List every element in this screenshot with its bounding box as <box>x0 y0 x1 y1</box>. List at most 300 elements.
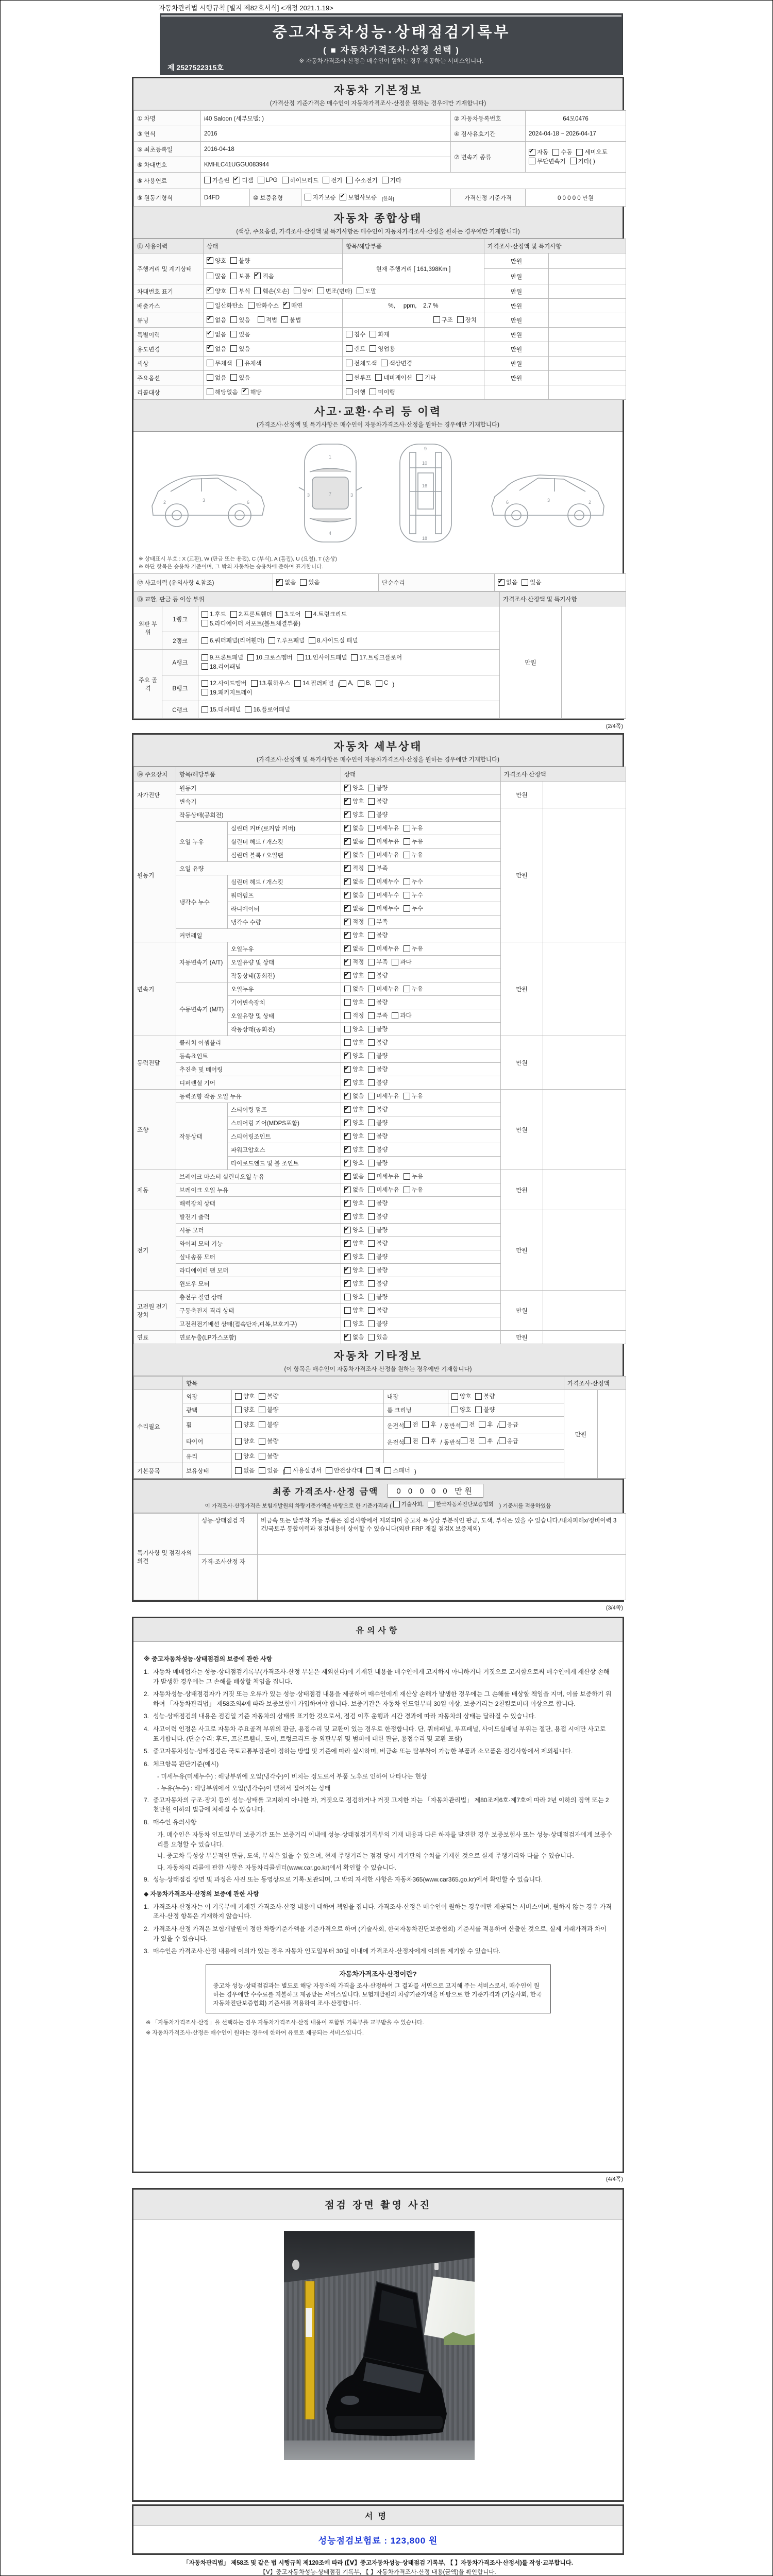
checkbox-option[interactable] <box>368 904 399 912</box>
checkbox-option[interactable] <box>346 374 371 382</box>
checkbox-option[interactable] <box>268 636 305 645</box>
cell-text: 디퍼렌셜 기어 <box>176 1076 341 1090</box>
checkbox-label: 양호 <box>352 1107 364 1113</box>
checkbox-option[interactable] <box>344 877 364 886</box>
checkbox-empty-icon <box>300 579 307 586</box>
checkbox-empty-icon <box>230 273 237 279</box>
checkbox-empty-icon <box>457 316 464 323</box>
checkbox-option[interactable] <box>297 653 347 662</box>
checkbox-option[interactable] <box>404 1185 423 1194</box>
checkbox-checked-icon <box>344 798 351 805</box>
notices-foot-note: ※ 자동차가격조사·산정은 매수인이 원하는 경우에 한하여 유료로 제공되는 서비스입니다. <box>146 2029 364 2036</box>
checkbox-empty-icon <box>368 959 375 965</box>
checkbox-option[interactable] <box>416 374 436 382</box>
checkbox-option[interactable] <box>368 1052 388 1060</box>
svg-text:18: 18 <box>422 536 428 541</box>
checkbox-option[interactable] <box>251 679 290 687</box>
checkbox-option[interactable] <box>522 578 541 586</box>
checkbox-option[interactable] <box>344 824 364 832</box>
checkbox-option[interactable] <box>422 1437 436 1445</box>
checkbox-option[interactable] <box>369 330 389 338</box>
checkbox-option[interactable] <box>368 1252 388 1261</box>
checkbox-option[interactable] <box>346 359 377 367</box>
checkbox-option[interactable] <box>428 1500 494 1508</box>
checkbox-option[interactable] <box>368 944 399 953</box>
checkbox-option[interactable] <box>340 193 377 201</box>
checkbox-option[interactable] <box>344 1105 364 1113</box>
checkbox-option[interactable] <box>233 176 253 184</box>
checkbox-label: 누수 <box>411 892 423 899</box>
checkbox-option[interactable] <box>368 971 388 979</box>
checkbox-label: 구조 <box>441 317 453 324</box>
checkbox-option[interactable] <box>300 578 320 586</box>
checkbox-option[interactable] <box>276 578 296 586</box>
checkbox-empty-icon <box>340 680 346 687</box>
checkbox-option[interactable] <box>344 1132 364 1140</box>
checkbox-option[interactable] <box>475 1392 495 1400</box>
checkbox-empty-icon <box>368 1039 375 1046</box>
checkbox-option[interactable] <box>344 1092 364 1100</box>
cell-text: ⑥ 차대번호 <box>134 157 201 173</box>
checkbox-option[interactable] <box>201 663 241 671</box>
checkbox-option[interactable] <box>344 931 364 939</box>
checkbox-option[interactable] <box>344 1185 364 1194</box>
checkbox-option[interactable] <box>344 1078 364 1087</box>
checkbox-option[interactable] <box>230 345 250 353</box>
checkbox-label: 적정 <box>352 866 364 872</box>
section-accident-header <box>133 400 623 432</box>
checkbox-option[interactable] <box>368 1159 388 1167</box>
checkbox-option[interactable] <box>368 851 399 859</box>
checkbox-option[interactable] <box>404 837 423 845</box>
checkbox-option[interactable] <box>368 1239 388 1247</box>
checkbox-option[interactable] <box>451 1405 471 1414</box>
checkbox-option[interactable] <box>344 1266 364 1274</box>
cell-text <box>543 1090 626 1170</box>
checkbox-option[interactable] <box>381 359 412 367</box>
checkbox-option[interactable] <box>259 1452 278 1460</box>
checkbox-option[interactable] <box>457 316 477 324</box>
checkbox-option[interactable] <box>368 837 399 845</box>
checkbox-option[interactable] <box>344 864 364 872</box>
checkbox-option[interactable] <box>344 1145 364 1154</box>
checkbox-option[interactable] <box>368 1172 399 1180</box>
checkbox-option[interactable] <box>305 610 347 618</box>
checkbox-option[interactable] <box>368 891 399 899</box>
checkbox-option[interactable] <box>344 1159 364 1167</box>
checkbox-option[interactable] <box>368 1025 388 1033</box>
checkbox-option[interactable] <box>368 1038 388 1046</box>
checkbox-label: 불량 <box>376 812 388 819</box>
checkbox-option[interactable] <box>207 272 226 280</box>
checkbox-option[interactable] <box>404 851 423 859</box>
cell-text: ⑫ 사고이력 (유의사항 4.참조) <box>134 574 273 591</box>
checkbox-empty-icon <box>393 1501 400 1507</box>
checkbox-option[interactable] <box>201 619 300 628</box>
checkbox-option[interactable] <box>404 877 423 886</box>
checkbox-checked-icon <box>344 1253 351 1260</box>
checkbox-option[interactable] <box>340 680 354 687</box>
checkbox-option[interactable] <box>259 1392 278 1400</box>
checkbox-option[interactable] <box>294 679 333 687</box>
checkbox-option[interactable] <box>368 797 388 805</box>
cell-options <box>448 1390 564 1403</box>
checkbox-option[interactable] <box>366 1466 380 1475</box>
checkbox-option[interactable] <box>576 148 607 156</box>
cell-text: 성능·상태점검 자 <box>198 1514 258 1555</box>
basic-info-table <box>133 110 626 207</box>
checkbox-label: 없음 <box>243 1468 255 1475</box>
checkbox-option[interactable] <box>344 1239 364 1247</box>
checkbox-option[interactable] <box>346 388 365 396</box>
checkbox-option[interactable] <box>344 1052 364 1060</box>
notice-item-subtext: 나. 중고차 특성상 부분적인 판금, 도색, 부식은 있을 수 있으며, 현재 주행거리는 점검 당시 계기판의 수치를 기재한 것으로 실제 주행거리와 다를 수 있습니다. <box>157 1852 574 1860</box>
checkbox-option[interactable] <box>258 177 278 183</box>
checkbox-option[interactable] <box>404 985 423 993</box>
checkbox-option[interactable] <box>230 316 250 324</box>
checkbox-label: 양호 <box>215 288 227 295</box>
checkbox-option[interactable] <box>368 1279 388 1287</box>
checkbox-option[interactable] <box>433 316 453 324</box>
checkbox-option[interactable] <box>344 998 364 1006</box>
checkbox-option[interactable] <box>305 193 335 201</box>
checkbox-label: 없음 <box>506 580 518 586</box>
checkbox-label: 가솔린 <box>212 177 230 184</box>
checkbox-label: 불량 <box>376 1133 388 1140</box>
checkbox-label: 양호 <box>460 1407 472 1414</box>
checkbox-option[interactable] <box>404 1172 423 1180</box>
cell-options <box>341 875 501 889</box>
checkbox-option[interactable] <box>344 971 364 979</box>
cell-text: 만원 <box>484 253 549 269</box>
checkbox-option[interactable] <box>368 877 399 886</box>
checkbox-option[interactable] <box>344 1306 364 1314</box>
checkbox-option[interactable] <box>344 958 364 966</box>
checkbox-option[interactable] <box>344 784 364 792</box>
cell-text: 배력장치 상태 <box>176 1197 341 1210</box>
checkbox-option[interactable] <box>479 1420 493 1429</box>
checkbox-option[interactable] <box>344 985 364 993</box>
checkbox-option[interactable] <box>368 1105 388 1113</box>
checkbox-option[interactable] <box>344 1212 364 1221</box>
cell-text: 만원 <box>484 357 549 371</box>
checkbox-option[interactable] <box>230 257 250 265</box>
checkbox-option[interactable] <box>529 148 548 156</box>
cell-text: 냉각수 누수 <box>176 875 228 929</box>
cell-options <box>384 1417 564 1433</box>
cell-text: KMHLC41UGGU083944 <box>201 157 451 173</box>
checkbox-option[interactable] <box>276 610 301 618</box>
checkbox-option[interactable] <box>499 1437 518 1445</box>
checkbox-label: 9.프론트패널 <box>210 655 244 662</box>
checkbox-option[interactable] <box>368 1011 388 1020</box>
checkbox-option[interactable] <box>242 388 261 396</box>
checkbox-option[interactable] <box>344 904 364 912</box>
checkbox-option[interactable] <box>245 705 290 714</box>
checkbox-option[interactable] <box>204 176 229 184</box>
checkbox-option[interactable] <box>236 359 261 367</box>
cell-options <box>341 1183 501 1197</box>
checkbox-option[interactable] <box>368 1199 388 1207</box>
cell-options <box>198 675 500 701</box>
checkbox-label: 불량 <box>376 999 388 1006</box>
checkbox-label: 있음 <box>530 580 542 586</box>
accident-history-table <box>133 573 626 591</box>
checkbox-option[interactable] <box>368 958 388 966</box>
cell-text <box>549 284 626 299</box>
checkbox-option[interactable] <box>570 157 595 165</box>
checkbox-option[interactable] <box>207 388 238 396</box>
checkbox-option[interactable] <box>368 931 388 939</box>
notices-part1-title: ※ 중고자동차성능·상태점검의 보증에 관한 사항 <box>144 1655 273 1663</box>
checkbox-option[interactable] <box>344 944 364 953</box>
checkbox-option[interactable] <box>344 810 364 819</box>
cell-text: 동력전달 <box>134 1036 176 1090</box>
checkbox-option[interactable] <box>283 301 303 310</box>
checkbox-empty-icon <box>368 1066 375 1073</box>
checkbox-option[interactable] <box>344 1065 364 1073</box>
checkbox-label: 양호 <box>243 1438 255 1445</box>
cell-options <box>341 808 501 822</box>
checkbox-option[interactable] <box>259 1420 278 1429</box>
checkbox-option[interactable] <box>368 1078 388 1087</box>
checkbox-option[interactable] <box>392 1011 411 1020</box>
checkbox-option[interactable] <box>201 688 253 697</box>
checkbox-label: B, <box>366 680 372 687</box>
checkbox-option[interactable] <box>346 176 377 184</box>
checkbox-option[interactable] <box>382 176 401 184</box>
checkbox-empty-icon <box>368 1079 375 1086</box>
checkbox-option[interactable] <box>344 1038 364 1046</box>
checkbox-option[interactable] <box>375 374 412 382</box>
notice-item <box>144 1946 612 1956</box>
checkbox-option[interactable] <box>248 301 279 310</box>
checkbox-option[interactable] <box>376 680 388 687</box>
checkbox-option[interactable] <box>368 1092 399 1100</box>
checkbox-option[interactable] <box>259 1466 278 1475</box>
checkbox-option[interactable] <box>368 1266 388 1274</box>
checkbox-option[interactable] <box>294 287 313 295</box>
photo-lift-post <box>305 2281 315 2419</box>
checkbox-option[interactable] <box>422 1420 436 1429</box>
checkbox-option[interactable] <box>201 679 247 687</box>
checkbox-empty-icon <box>368 1012 375 1019</box>
checkbox-option[interactable] <box>368 1065 388 1073</box>
checkbox-option[interactable] <box>404 824 423 832</box>
checkbox-option[interactable] <box>552 148 572 156</box>
checkbox-empty-icon <box>358 680 364 687</box>
checkbox-option[interactable] <box>235 1466 255 1475</box>
checkbox-option[interactable] <box>235 1405 255 1414</box>
checkbox-option[interactable] <box>369 388 395 396</box>
checkbox-option[interactable] <box>368 810 388 819</box>
checkbox-option[interactable] <box>358 680 372 687</box>
notice-item <box>144 1747 612 1756</box>
checkbox-label: 해당 <box>250 389 262 396</box>
checkbox-label: 불량 <box>376 1200 388 1207</box>
checkbox-option[interactable] <box>368 985 399 993</box>
cell-text: 특기사항 및 점검자의 의견 <box>134 1514 198 1600</box>
cell-text: 커먼레일 <box>176 929 341 942</box>
checkbox-option[interactable] <box>344 851 364 859</box>
checkbox-option[interactable] <box>201 636 264 645</box>
checkbox-option[interactable] <box>368 1145 388 1154</box>
checkbox-option[interactable] <box>368 1226 388 1234</box>
photo-area <box>133 2219 623 2500</box>
checkbox-option[interactable] <box>368 1212 388 1221</box>
checkbox-option[interactable] <box>461 1437 475 1445</box>
checkbox-label: 불량 <box>376 933 388 939</box>
checkbox-option[interactable] <box>368 864 388 872</box>
checkbox-option[interactable] <box>498 578 517 586</box>
checkbox-option[interactable] <box>309 636 358 645</box>
checkbox-option[interactable] <box>404 891 423 899</box>
checkbox-option[interactable] <box>368 1333 388 1341</box>
checkbox-option[interactable] <box>344 1279 364 1287</box>
checkbox-option[interactable] <box>344 1172 364 1180</box>
checkbox-empty-icon <box>368 919 375 925</box>
cell-text <box>543 942 626 1036</box>
cell-options <box>343 371 484 385</box>
checkbox-option[interactable] <box>357 287 376 295</box>
section-basic-header <box>133 78 623 110</box>
checkbox-option[interactable] <box>404 1420 418 1429</box>
checkbox-option[interactable] <box>393 1500 424 1508</box>
checkbox-option[interactable] <box>384 1466 410 1475</box>
checkbox-option[interactable] <box>201 610 226 618</box>
diagram-legend <box>133 554 623 573</box>
checkbox-option[interactable] <box>368 1118 388 1127</box>
cell-text: 작동상태(공회전) <box>176 808 341 822</box>
checkbox-option[interactable] <box>254 287 289 295</box>
cell-text: 만원 <box>501 782 543 808</box>
checkbox-option[interactable] <box>344 1118 364 1127</box>
checkbox-option[interactable] <box>368 1319 388 1328</box>
checkbox-option[interactable] <box>201 705 241 714</box>
checkbox-option[interactable] <box>230 610 272 618</box>
checkbox-option[interactable] <box>235 1392 255 1400</box>
checkbox-option[interactable] <box>247 653 293 662</box>
checkbox-option[interactable] <box>369 345 395 353</box>
cell-text: 만원 <box>564 1390 598 1479</box>
checkbox-option[interactable] <box>344 1319 364 1328</box>
checkbox-option[interactable] <box>207 301 244 310</box>
checkbox-option[interactable] <box>230 272 250 280</box>
checkbox-option[interactable] <box>344 837 364 845</box>
checkbox-option[interactable] <box>346 345 365 353</box>
checkbox-option[interactable] <box>351 653 402 662</box>
cell-options <box>204 253 343 269</box>
checkbox-option[interactable] <box>404 1092 423 1100</box>
checkbox-option[interactable] <box>317 287 352 295</box>
checkbox-option[interactable] <box>344 1333 364 1341</box>
checkbox-option[interactable] <box>404 904 423 912</box>
checkbox-option[interactable] <box>392 958 411 966</box>
checkbox-option[interactable] <box>344 1293 364 1301</box>
checkbox-option[interactable] <box>207 359 232 367</box>
cell-text: 기본품목 <box>134 1463 183 1479</box>
checkbox-option[interactable] <box>230 330 250 338</box>
checkbox-option[interactable] <box>282 176 319 184</box>
cell-text <box>543 1331 626 1344</box>
checkbox-option[interactable] <box>230 287 250 295</box>
checkbox-option[interactable] <box>344 918 364 926</box>
checkbox-option[interactable] <box>207 330 226 338</box>
cell-text: i40 Saloon (세부모델: ) <box>201 111 451 126</box>
checkbox-option[interactable] <box>344 1252 364 1261</box>
checkbox-option[interactable] <box>368 1132 388 1140</box>
checkbox-label: 불량 <box>376 1241 388 1247</box>
checkbox-option[interactable] <box>235 1452 255 1460</box>
checkbox-option[interactable] <box>404 1437 418 1445</box>
checkbox-option[interactable] <box>230 374 250 382</box>
checkbox-option[interactable] <box>323 176 342 184</box>
checkbox-option[interactable] <box>368 1306 388 1314</box>
checkbox-checked-icon <box>344 945 351 952</box>
checkbox-label: 14.필러패널 <box>302 681 334 687</box>
checkbox-option[interactable] <box>259 1437 278 1445</box>
checkbox-empty-icon <box>404 905 410 912</box>
checkbox-option[interactable] <box>207 316 226 324</box>
checkbox-option[interactable] <box>529 157 566 165</box>
car-side-right-diagram <box>482 440 615 546</box>
checkbox-option[interactable] <box>326 1466 363 1475</box>
checkbox-option[interactable] <box>207 374 226 382</box>
checkbox-option[interactable] <box>281 316 301 324</box>
checkbox-option[interactable] <box>201 653 243 662</box>
checkbox-option[interactable] <box>368 784 388 792</box>
checkbox-empty-icon <box>204 177 211 183</box>
photo-lift-label <box>306 2308 312 2337</box>
checkbox-option[interactable] <box>344 1025 364 1033</box>
cell-text: 실린더 블록 / 오일팬 <box>228 849 341 862</box>
checkbox-option[interactable] <box>344 1199 364 1207</box>
checkbox-option[interactable] <box>368 1293 388 1301</box>
checkbox-option[interactable] <box>207 345 226 353</box>
checkbox-option[interactable] <box>207 287 226 295</box>
checkbox-option[interactable] <box>284 1466 322 1475</box>
checkbox-label: 부족 <box>376 919 388 926</box>
checkbox-option[interactable] <box>479 1437 493 1445</box>
checkbox-option[interactable] <box>258 316 277 324</box>
checkbox-option[interactable] <box>368 998 388 1006</box>
checkbox-option[interactable] <box>344 1226 364 1234</box>
checkbox-option[interactable] <box>451 1392 471 1400</box>
checkbox-option[interactable] <box>368 1185 399 1194</box>
checkbox-option[interactable] <box>475 1405 495 1414</box>
checkbox-option[interactable] <box>235 1437 255 1445</box>
checkbox-option[interactable] <box>235 1420 255 1429</box>
checkbox-option[interactable] <box>346 330 365 338</box>
checkbox-option[interactable] <box>461 1420 475 1429</box>
checkbox-empty-icon <box>529 158 535 164</box>
checkbox-option[interactable] <box>404 944 423 953</box>
checkbox-empty-icon <box>404 1421 411 1428</box>
checkbox-option[interactable] <box>254 272 274 280</box>
checkbox-option[interactable] <box>499 1420 518 1429</box>
checkbox-option[interactable] <box>259 1405 278 1414</box>
checkbox-option[interactable] <box>344 797 364 805</box>
checkbox-option[interactable] <box>368 824 399 832</box>
checkbox-empty-icon <box>392 959 398 965</box>
checkbox-option[interactable] <box>344 1011 364 1020</box>
notice-item <box>144 1818 612 1827</box>
cell-text: 작동상태(공회전) <box>228 969 341 982</box>
inspection-fee: 성능점검보험료 : 123,800 원 <box>318 2535 438 2546</box>
checkbox-option[interactable] <box>344 891 364 899</box>
checkbox-option[interactable] <box>368 918 388 926</box>
checkbox-option[interactable] <box>207 257 226 265</box>
